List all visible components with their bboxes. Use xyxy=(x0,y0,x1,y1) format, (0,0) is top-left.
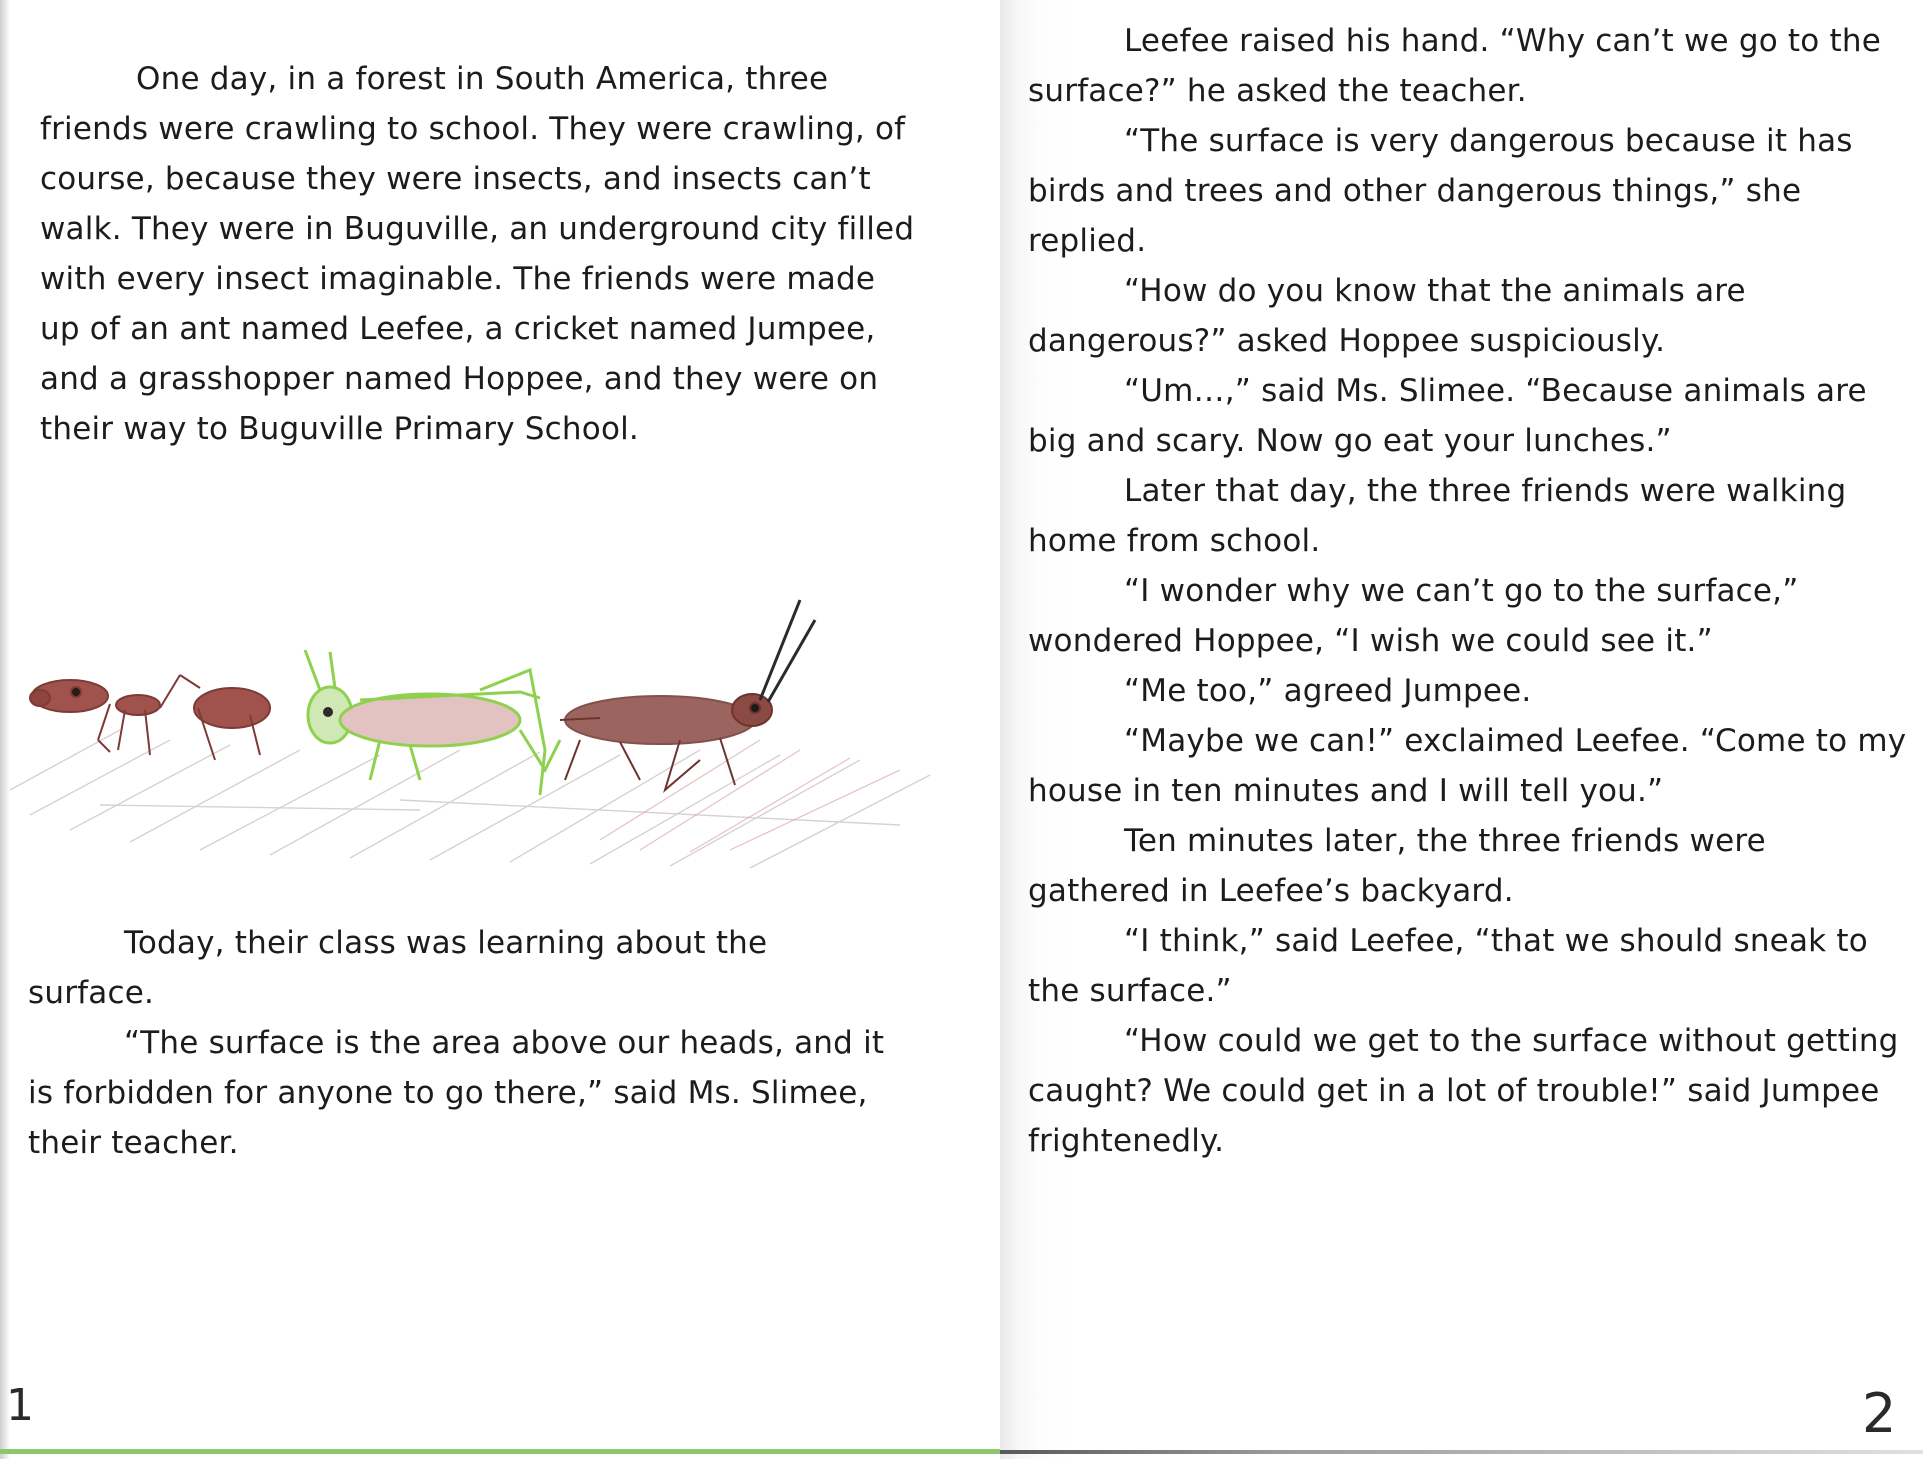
bottom-rule-right xyxy=(1000,1450,1923,1454)
story-paragraph: “Um…,” said Ms. Slimee. “Because animals are big and scary. Now go eat your lunches.” xyxy=(1028,373,1867,459)
story-paragraph: “I wonder why we can’t go to the surface,” wondered Hoppee, “I wish we could see it.” xyxy=(1028,573,1799,659)
cricket-antennae xyxy=(760,600,815,702)
ground-scribble-red xyxy=(600,740,900,852)
story-paragraph: Later that day, the three friends were walking home from school. xyxy=(1028,473,1847,559)
bottom-rule-left xyxy=(0,1449,1000,1454)
page-number-right: 2 xyxy=(1862,1382,1897,1445)
story-section-class xyxy=(28,918,888,1168)
story-paragraph: “Me too,” agreed Jumpee. xyxy=(1124,673,1532,709)
story-paragraph: “How do you know that the animals are dangerous?” asked Hoppee suspiciously. xyxy=(1028,273,1746,359)
story-paragraph: “I think,” said Leefee, “that we should sneak to the surface.” xyxy=(1028,923,1868,1009)
story-section-right xyxy=(1028,16,1908,1166)
ground-scribble xyxy=(10,730,930,868)
grasshopper-drawing xyxy=(305,650,560,795)
story-paragraph: Leefee raised his hand. “Why can’t we go to the surface?” he asked the teacher. xyxy=(1028,23,1881,109)
story-paragraph: Ten minutes later, the three friends were gathered in Leefee’s backyard. xyxy=(1028,823,1766,909)
story-paragraph: “Maybe we can!” exclaimed Leefee. “Come to my house in ten minutes and I will tell you.” xyxy=(1028,723,1907,809)
ant-drawing xyxy=(30,675,270,760)
page-number-left: 1 xyxy=(6,1380,34,1431)
insects-crayon-illustration xyxy=(0,580,940,880)
story-paragraph: “How could we get to the surface without getting caught? We could get in a lot of trouble!” said Jumpee frightenedly. xyxy=(1028,1023,1899,1159)
story-paragraph: Today, their class was learning about the surface. xyxy=(28,925,768,1011)
story-paragraph: “The surface is very dangerous because it has birds and trees and other dangerous things,” she replied. xyxy=(1028,123,1853,259)
story-paragraph: “The surface is the area above our heads, and it is forbidden for anyone to go there,” said Ms. Slimee, their teacher. xyxy=(28,1025,885,1161)
story-paragraph-opening: One day, in a forest in South America, three friends were crawling to school. They were crawling, of course, because they were insects, and insects can’t walk. They were in Buguville, an underground city filled with every insect imaginable. The friends were made up of an ant named Leefee, a cricket named Jumpee, and a grasshopper named Hoppee, and they were on their way to Buguville Primary School. xyxy=(40,61,915,447)
cricket-drawing xyxy=(560,694,772,790)
